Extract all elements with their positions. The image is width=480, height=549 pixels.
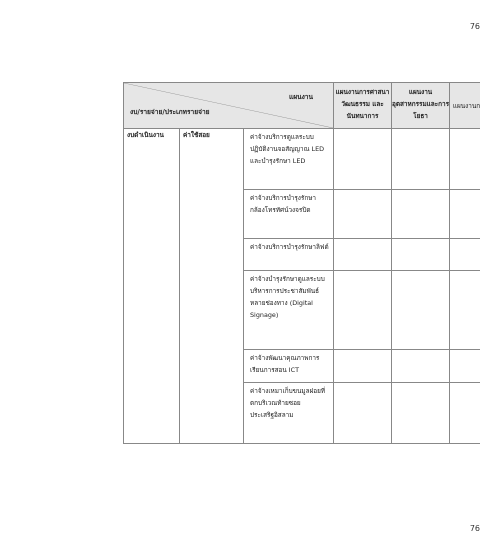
page-number-top: 76 bbox=[469, 22, 480, 31]
budget-table bbox=[123, 82, 480, 444]
header-diagonal-cell bbox=[124, 83, 334, 129]
column-header-industry: แผนงาน อุตสาหกรรมและการโยธา bbox=[392, 83, 450, 129]
column-header-religion: แผนงานการศาสนา วัฒนธรรม และนันทนาการ bbox=[334, 83, 392, 129]
item-cell: ค่าจ้างบริการดูแลระบบปฏิบัติงานจอสัญญาณ LED และบำรุงรักษา LED bbox=[244, 129, 334, 190]
item-cell: ค่าจ้างพัฒนาคุณภาพการเรียนการสอน ICT bbox=[244, 350, 334, 383]
item-cell: ค่าจ้างบริการบำรุงรักษากล้องโทรทัศน์วงจรปิด bbox=[244, 190, 334, 239]
table-row bbox=[124, 129, 480, 190]
budget-group-cell: งบดำเนินงาน bbox=[124, 129, 180, 444]
item-cell: ค่าจ้างบริการบำรุงรักษาลิฟต์ bbox=[244, 239, 334, 271]
expense-type-cell: ค่าใช้สอย bbox=[180, 129, 244, 444]
header-category-label: งบ/รายจ่าย/ประเภทรายจ่าย bbox=[130, 108, 210, 116]
page-number-bottom: 76 bbox=[469, 524, 480, 533]
item-cell: ค่าจ้างเหมาเก็บขนมูลฝอยที่ตกบริเวณท้ายซอยประเสริฐอิสลาม bbox=[244, 383, 334, 444]
header-plan-label: แผนงาน bbox=[288, 93, 314, 101]
item-cell: ค่าจ้างบำรุงรักษาดูแลระบบบริหารการประชาสัมพันธ์ หลายช่องทาง (Digital Signage) bbox=[244, 271, 334, 350]
column-header-truncated: แผนงานก bbox=[450, 83, 480, 129]
